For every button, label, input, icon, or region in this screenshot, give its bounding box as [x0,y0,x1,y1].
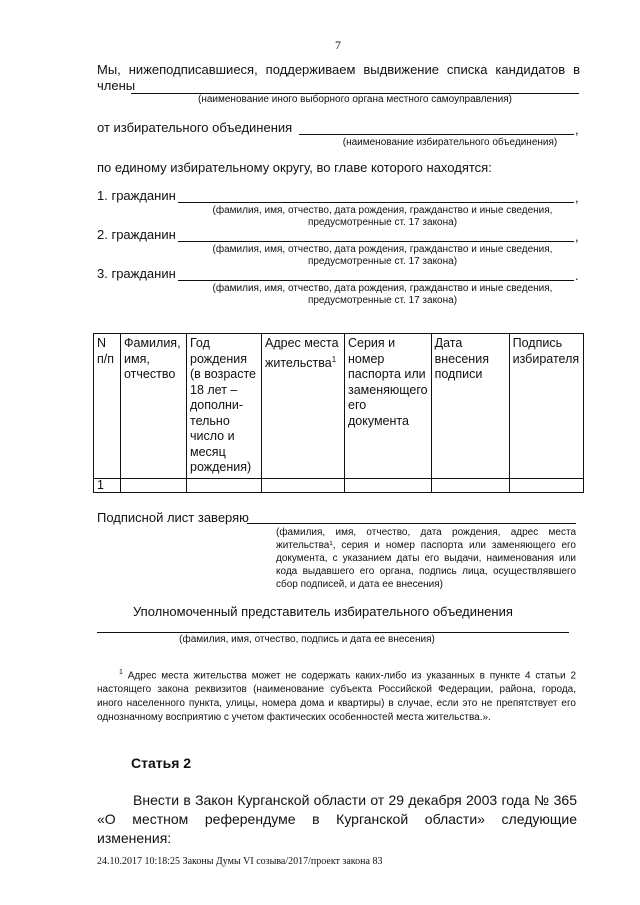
representative-hint: (фамилия, имя, отчество, подпись и дата ее внесения) [179,634,435,645]
citizen-3-label: 3. гражданин [97,266,176,281]
citizen-3-hint: (фамилия, имя, отчество, дата рождения, гражданство и иные сведения, [212,283,553,294]
header-passport: Серия и номер паспорта или заменяющего его документа [345,334,432,479]
signature-table [93,333,584,493]
intro-prefix: члены [97,78,136,93]
association-hint: (наименование избирательного объединения) [342,137,558,148]
comma: , [575,122,579,137]
header-signature: Подпись избирателя [509,334,583,479]
page-number: 7 [335,38,341,52]
certify-label: Подписной лист заверяю [97,510,249,525]
header-birth: Год рождения (в возрасте 18 лет – дополни-тельно число и месяц рождения) [187,334,262,479]
header-date: Дата внесения подписи [431,334,509,479]
footnote-mark: 1 [331,354,337,364]
row-cell-date[interactable] [431,478,509,492]
citizen-2-hint-2: предусмотренные ст. 17 закона) [307,256,458,267]
header-name: Фамилия, имя, отчество [121,334,187,479]
table-header-row [94,334,584,479]
citizen-1-line[interactable] [178,202,574,203]
organ-name-hint: (наименование иного выборного органа местного самоуправления) [198,94,512,105]
citizen-1-hint: (фамилия, имя, отчество, дата рождения, гражданство и иные сведения, [212,205,553,216]
article-body: Внести в Закон Курганской области от 29 декабря 2003 года № 365 «О местном референдуме в Курганской области» следующие изменения: [97,792,577,846]
association-name-line[interactable] [299,134,574,135]
citizen-1-hint-2: предусмотренные ст. 17 закона) [307,217,458,228]
certify-hint: (фамилия, имя, отчество, дата рождения, адрес места жительства¹, серия и номер паспорта или заменяющего его документа, с указанием даты его выдачи, наименования или кода выдавшего его органа, подпись лица, осуществлявшего сбор подписей, и дата ее внесения) [276,527,576,590]
citizen-3-line[interactable] [178,280,574,281]
footer-stamp: 24.10.2017 10:18:25 Законы Думы VI созыва/2017/проект закона 83 [97,856,383,867]
row-cell-name[interactable] [121,478,187,492]
table-row [94,478,584,492]
header-number: N п/п [94,334,121,479]
row-cell-passport[interactable] [345,478,432,492]
row-cell-signature[interactable] [509,478,583,492]
comma: , [575,229,579,244]
header-address [262,334,345,479]
citizen-2-hint: (фамилия, имя, отчество, дата рождения, гражданство и иные сведения, [212,244,553,255]
representative-line[interactable] [97,632,569,633]
district-line: по единому избирательному округу, во главе которого находятся: [97,160,492,175]
header-address-text: Адрес места жительства [265,336,339,370]
period: . [575,268,579,283]
citizen-2-label: 2. гражданин [97,227,176,242]
row-cell-birth[interactable] [187,478,262,492]
row-number: 1 [94,478,121,492]
footnote-text: Адрес места жительства может не содержать каких-либо из указанных в пункте 4 статьи 2 настоящего закона реквизитов (наименование субъекта Российской Федерации, района, города, иного населенного пункта, улицы, номера дома и квартиры) в случае, если это не препятствует его однозначному восприятию с учетом фактических особенностей места жительства.». [97,670,576,724]
citizen-1-label: 1. гражданин [97,188,176,203]
comma: , [575,190,579,205]
citizen-2-line[interactable] [178,241,574,242]
representative-label: Уполномоченный представитель избирательного объединения [133,604,513,619]
footnote-mark: 1 [119,669,123,676]
row-cell-address[interactable] [262,478,345,492]
certify-line[interactable] [247,523,576,524]
citizen-3-hint-2: предусмотренные ст. 17 закона) [307,295,458,306]
article-heading: Статья 2 [131,755,192,771]
intro-line: Мы, нижеподписавшиеся, поддерживаем выдвижение списка кандидатов в [97,62,580,77]
association-label: от избирательного объединения [97,120,293,135]
footnote [97,666,576,725]
